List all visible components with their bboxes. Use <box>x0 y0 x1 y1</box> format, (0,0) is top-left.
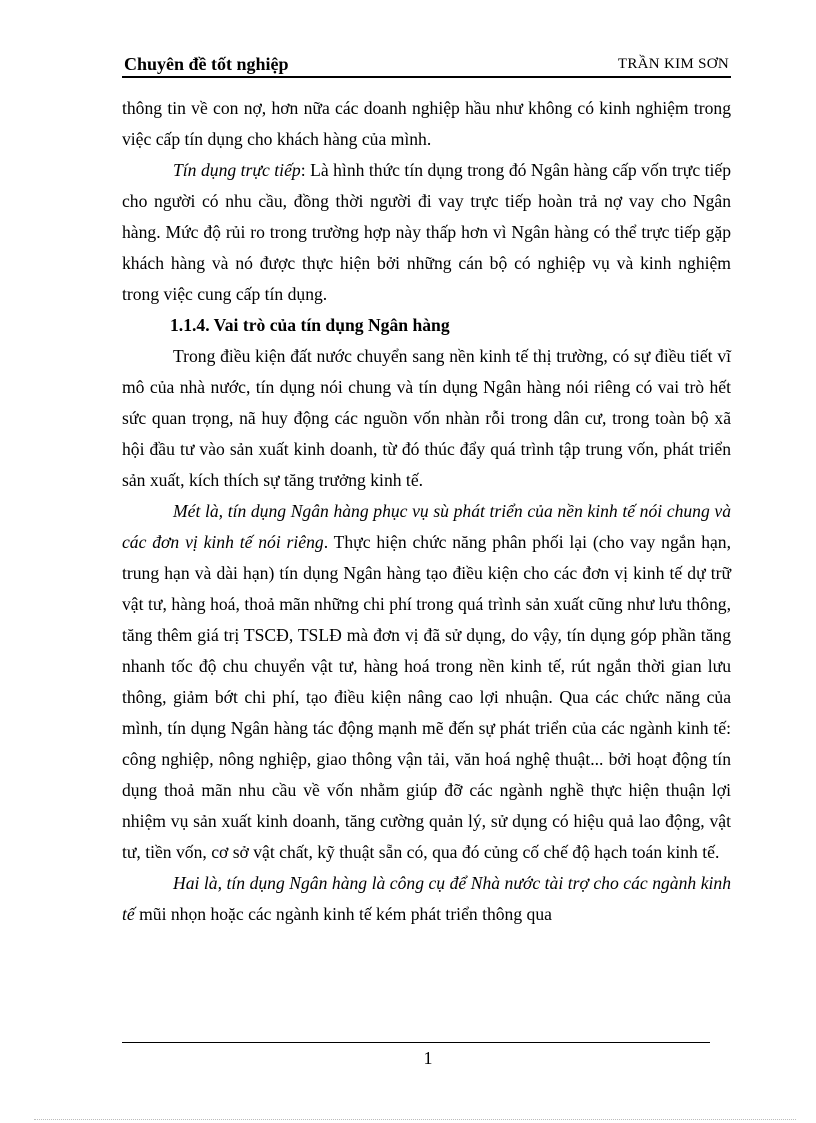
paragraph-role-intro: Trong điều kiện đất nước chuyển sang nền kinh tế thị trường, có sự điều tiết vĩ mô của nhà nước, tín dụng nói chung và tín dụng Ngân hàng nói riêng có vai trò hết sức quan trọng, nã huy động các nguồn vốn nhàn rỗi trong dân cư, trong toàn bộ xã hội đầu tư vào sản xuất kinh doanh, từ đó thúc đẩy quá trình tập trung vốn, phát triển sản xuất, kích thích sự tăng trưởng kinh tế. <box>122 346 731 490</box>
section-heading: 1.1.4. Vai trò của tín dụng Ngân hàng <box>170 315 450 335</box>
page-number: 1 <box>423 1048 433 1068</box>
page-bottom-border <box>34 1119 796 1120</box>
paragraph-role-second: Hai là, tín dụng Ngân hàng là công cụ để Nhà nước tài trợ cho các ngành kinh tế mũi nhọn hoặc các ngành kinh tế kém phát triển thông qua <box>122 873 731 924</box>
emphasis-second-role: Hai là, tín dụng Ngân hàng là công cụ để Nhà nước tài trợ cho các ngành kinh tế <box>122 873 731 924</box>
author-name: TRẦN KIM SƠN <box>617 56 729 72</box>
paragraph-role-first: Mét là, tín dụng Ngân hàng phục vụ sù phát triển của nền kinh tế nói chung và các đơn vị kinh tế nói riêng. Thực hiện chức năng phân phối lại (cho vay ngắn hạn, trung hạn và dài hạn) tín dụng Ngân hàng tạo điều kiện cho các đơn vị kinh tế dự trữ vật tư, hàng hoá, thoả mãn những chi phí trong quá trình sản xuất cũng như lưu thông, tăng thêm giá trị TSCĐ, TSLĐ mà đơn vị đã sử dụng, do vậy, tín dụng góp phần tăng nhanh tốc độ chu chuyển vật tư, hàng hoá trong nền kinh tế, rút ngắn thời gian lưu thông, giảm bớt chi phí, tạo điều kiện nâng cao lợi nhuận. Qua các chức năng của mình, tín dụng Ngân hàng tác động mạnh mẽ đến sự phát triển của các ngành kinh tế: công nghiệp, nông nghiệp, giao thông vận tải, văn hoá nghệ thuật... bởi hoạt động tín dụng thoả mãn nhu cầu về vốn nhằm giúp đỡ các ngành nghề thực hiện thuận lợi nhiệm vụ sản xuất kinh doanh, tăng cường quản lý, sử dụng có hiệu quả lao động, vật tư, tiền vốn, cơ sở vật chất, kỹ thuật sẵn có, qua đó củng cố chế độ hạch toán kinh tế. <box>122 501 731 862</box>
paragraph-direct-credit: Tín dụng trực tiếp: Là hình thức tín dụng trong đó Ngân hàng cấp vốn trực tiếp cho người có nhu cầu, đồng thời người đi vay trực tiếp hoàn trả nợ vay cho Ngân hàng. Mức độ rủi ro trong trường hợp này thấp hơn vì Ngân hàng có thể trực tiếp gặp khách hàng và nó được thực hiện bởi những cán bộ có nghiệp vụ và kinh nghiệm trong việc cung cấp tín dụng. <box>122 160 732 304</box>
paragraph-continuation: thông tin về con nợ, hơn nữa các doanh nghiệp hầu như không có kinh nghiệm trong việc cấp tín dụng cho khách hàng của mình. <box>122 98 731 149</box>
page-body <box>122 93 731 930</box>
emphasis-first-role: Mét là, tín dụng Ngân hàng phục vụ sù phát triển của nền kinh tế nói chung và các đơn vị kinh tế nói riêng <box>122 501 731 552</box>
footer-divider <box>122 1042 710 1043</box>
page-header <box>122 54 731 78</box>
term-direct-credit: Tín dụng trực tiếp <box>173 160 301 180</box>
document-title: Chuyên đề tốt nghiệp <box>124 54 289 74</box>
